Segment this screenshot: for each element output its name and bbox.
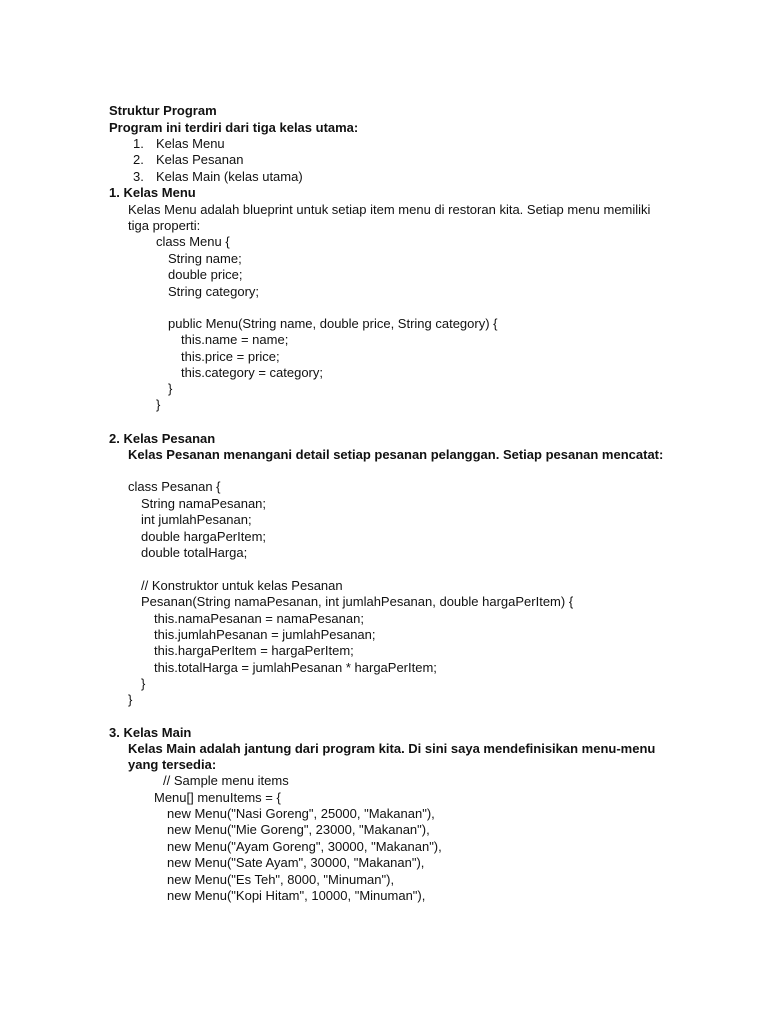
section-description: Kelas Main adalah jantung dari program kita. Di sini saya mendefinisikan menu-menu <box>128 741 656 756</box>
code-comment: // Sample menu items <box>163 773 289 788</box>
intro-text: Program ini terdiri dari tiga kelas utama: <box>109 120 359 135</box>
list-number: 2. <box>133 152 144 167</box>
section-heading: 1. Kelas Menu <box>109 185 196 200</box>
code-comment: // Konstruktor untuk kelas Pesanan <box>141 578 343 593</box>
list-item: Kelas Menu <box>156 136 225 151</box>
section-description: tiga properti: <box>128 218 201 233</box>
code-line: String namaPesanan; <box>141 496 267 511</box>
code-line: int jumlahPesanan; <box>141 512 252 527</box>
doc-title: Struktur Program <box>109 103 217 118</box>
code-line: double hargaPerItem; <box>141 529 267 544</box>
code-line: class Menu { <box>156 234 230 249</box>
code-line: double totalHarga; <box>141 545 248 560</box>
code-line: new Menu("Kopi Hitam", 10000, "Minuman"), <box>167 888 426 903</box>
list-item: Kelas Main (kelas utama) <box>156 169 303 184</box>
code-line: new Menu("Mie Goreng", 23000, "Makanan"), <box>167 822 430 837</box>
section-heading: 3. Kelas Main <box>109 725 192 740</box>
code-line: this.jumlahPesanan = jumlahPesanan; <box>154 627 376 642</box>
code-line: this.namaPesanan = namaPesanan; <box>154 611 364 626</box>
section-description: yang tersedia: <box>128 757 217 772</box>
section-description: Kelas Pesanan menangani detail setiap pesanan pelanggan. Setiap pesanan mencatat: <box>128 447 664 462</box>
code-line: } <box>141 676 146 691</box>
code-line: this.name = name; <box>181 332 289 347</box>
code-line: this.totalHarga = jumlahPesanan * hargaPerItem; <box>154 660 437 675</box>
list-item: Kelas Pesanan <box>156 152 244 167</box>
code-line: Pesanan(String namaPesanan, int jumlahPesanan, double hargaPerItem) { <box>141 594 574 609</box>
code-line: this.price = price; <box>181 349 280 364</box>
code-line: String category; <box>168 284 260 299</box>
section-heading: 2. Kelas Pesanan <box>109 431 216 446</box>
code-line: new Menu("Es Teh", 8000, "Minuman"), <box>167 872 395 887</box>
code-line: this.category = category; <box>181 365 323 380</box>
code-line: } <box>156 397 161 412</box>
section-description: Kelas Menu adalah blueprint untuk setiap item menu di restoran kita. Setiap menu memiliki <box>128 202 651 217</box>
list-number: 1. <box>133 136 144 151</box>
code-line: new Menu("Ayam Goreng", 30000, "Makanan"), <box>167 839 442 854</box>
code-line: } <box>128 692 133 707</box>
code-line: this.hargaPerItem = hargaPerItem; <box>154 643 354 658</box>
code-line: } <box>168 381 173 396</box>
code-line: public Menu(String name, double price, String category) { <box>168 316 498 331</box>
list-number: 3. <box>133 169 144 184</box>
code-line: String name; <box>168 251 242 266</box>
code-line: Menu[] menuItems = { <box>154 790 281 805</box>
code-line: double price; <box>168 267 243 282</box>
code-line: new Menu("Sate Ayam", 30000, "Makanan"), <box>167 855 425 870</box>
code-line: class Pesanan { <box>128 479 221 494</box>
code-line: new Menu("Nasi Goreng", 25000, "Makanan"), <box>167 806 435 821</box>
